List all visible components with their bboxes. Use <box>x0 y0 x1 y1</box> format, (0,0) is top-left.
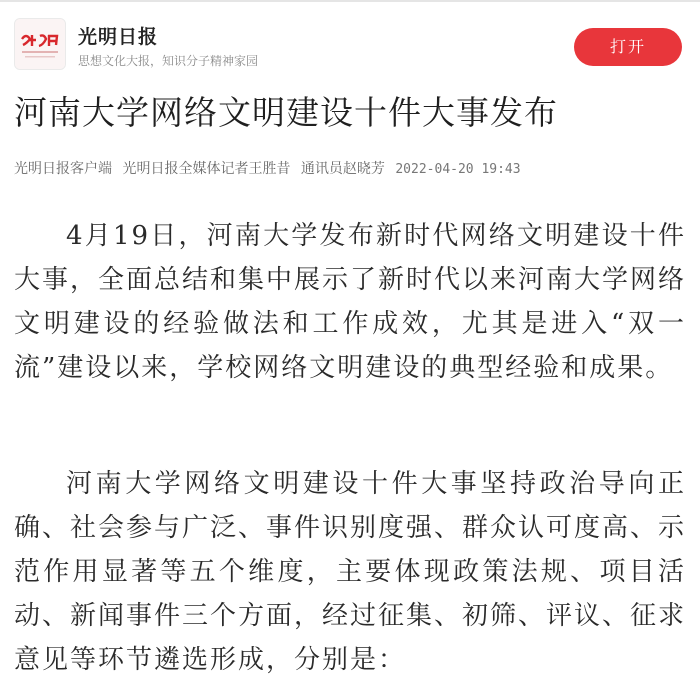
article-paragraph: 4月19日，河南大学发布新时代网络文明建设十件大事，全面总结和集中展示了新时代以来河南大学网络文明建设的经验做法和工作成效，尤其是进入“双一流”建设以来，学校网络文明建设的典型经验和成果。 <box>14 221 687 383</box>
article-source[interactable]: 光明日报客户端 <box>14 161 112 177</box>
guangming-daily-logo <box>14 18 66 70</box>
open-app-button[interactable]: 打开 <box>574 28 682 66</box>
article-paragraph: 河南大学网络文明建设十件大事坚持政治导向正确、社会参与广泛、事件识别度强、群众认可度高、示范作用显著等五个维度，主要体现政策法规、项目活动、新闻事件三个方面，经过征集、初筛、评议、征求意见等环节遴选形成，分别是： <box>14 469 687 675</box>
article-correspondent: 通讯员赵晓芳 <box>300 161 385 177</box>
article-meta <box>14 158 686 178</box>
article-title: 河南大学网络文明建设十件大事发布 <box>14 93 558 132</box>
brand-name: 光明日报 <box>78 26 159 48</box>
logo-graphic <box>15 19 65 69</box>
app-download-banner <box>0 0 700 82</box>
article-datetime: 2022-04-20 19:43 <box>395 162 521 177</box>
article-reporter: 光明日报全媒体记者王胜昔 <box>122 161 291 177</box>
brand-slogan: 思想文化大报，知识分子精神家园 <box>78 54 259 68</box>
